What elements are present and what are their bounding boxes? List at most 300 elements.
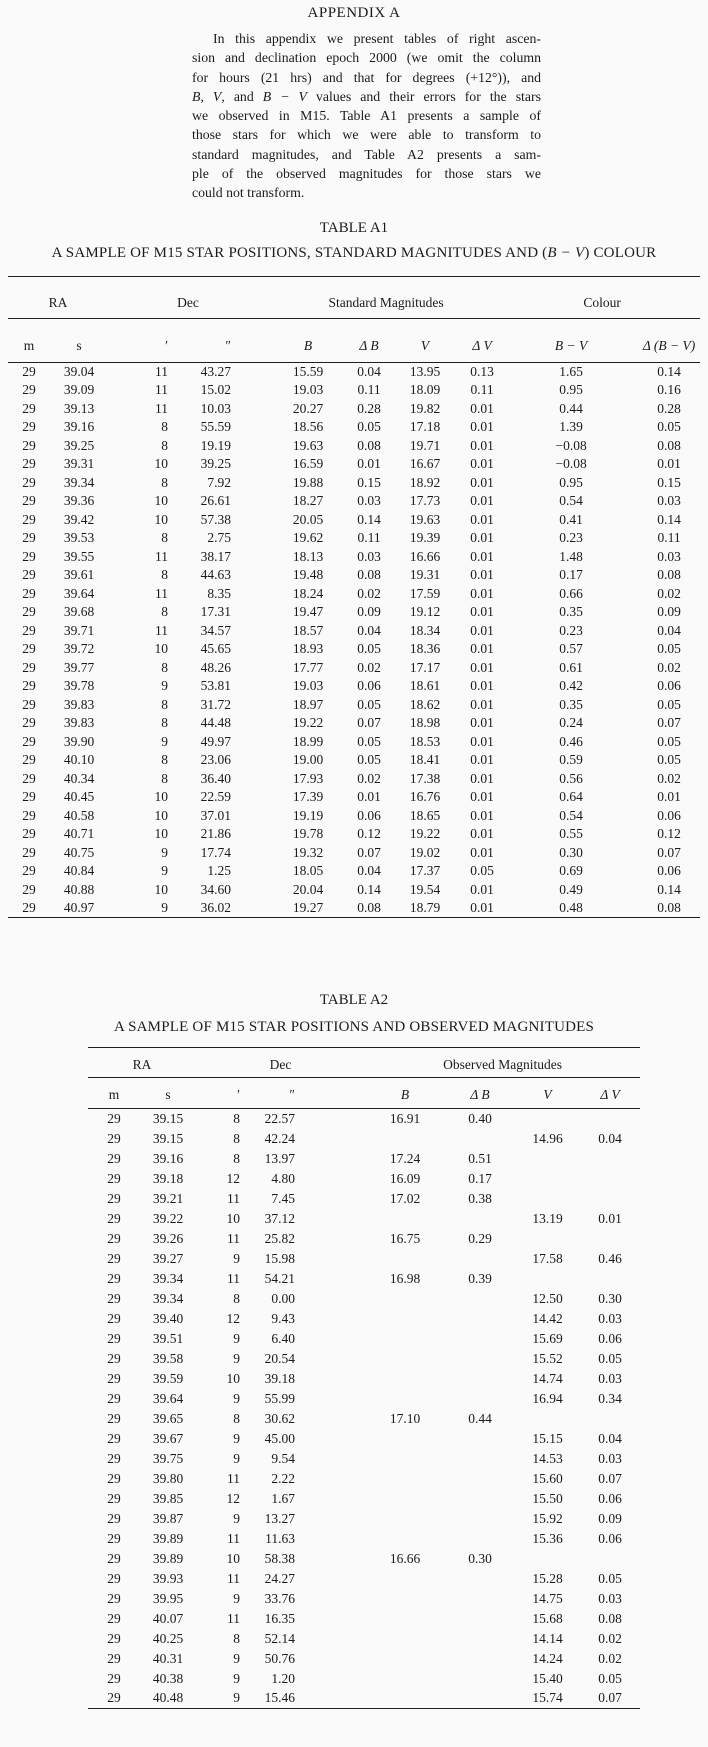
table-cell: 0.54 [559, 807, 583, 823]
table-cell [365, 1309, 445, 1329]
table-cell: 0.02 [657, 585, 681, 601]
table-cell: 1.65 [559, 364, 583, 379]
table-cell [445, 1329, 515, 1349]
table-cell: 17.38 [409, 770, 441, 786]
paragraph-line: sion and declination epoch 2000 (we omit the column [192, 50, 541, 66]
table-cell: 38.17 [200, 548, 232, 564]
table-cell: 16.94 [532, 1390, 563, 1406]
table-cell: 12.50 [532, 1290, 563, 1306]
table-cell: 22.57 [264, 1110, 296, 1126]
table-cell [445, 1529, 515, 1549]
table-cell: 29 [107, 1450, 121, 1466]
table-cell: 55.59 [200, 419, 232, 435]
table-cell: 9 [233, 1390, 241, 1406]
table-row [88, 1309, 640, 1329]
table-cell: 0.14 [657, 881, 681, 897]
table-cell: 17.02 [389, 1190, 421, 1206]
table-cell: 16.35 [264, 1610, 296, 1626]
table-cell: 39.55 [63, 548, 95, 564]
table-cell: 11 [227, 1570, 241, 1586]
column-header: B − V [504, 319, 638, 363]
table-cell: 9.43 [271, 1310, 296, 1326]
table-row [8, 548, 700, 567]
table-cell: 0.09 [657, 604, 681, 620]
appendix-title: APPENDIX A [307, 5, 401, 21]
table-cell: 40.75 [63, 844, 95, 860]
table-cell: 0.05 [470, 863, 494, 879]
table-cell: 29 [22, 900, 36, 915]
table-cell: 18.62 [409, 696, 441, 712]
table-cell: 39.58 [152, 1350, 184, 1366]
table-cell: 17.58 [532, 1250, 563, 1266]
table-cell: 10 [154, 881, 169, 897]
table-cell: 31.72 [200, 696, 232, 712]
table-cell: 45.00 [264, 1430, 296, 1446]
table-cell: 29 [22, 641, 36, 657]
table-cell: 0.01 [470, 641, 494, 657]
table-cell: 0.01 [470, 622, 494, 638]
table-cell: 0.02 [598, 1630, 622, 1646]
table-cell: 17.73 [409, 493, 441, 509]
table-row [88, 1289, 640, 1309]
table-cell: 0.09 [357, 604, 381, 620]
table-cell: 0.01 [470, 733, 494, 749]
table-row [88, 1629, 640, 1649]
table-cell: 10 [154, 807, 169, 823]
table-cell [365, 1289, 445, 1309]
table-cell: 0.69 [559, 863, 583, 879]
table-cell: 13.95 [409, 364, 441, 379]
table-cell [365, 1209, 445, 1229]
table-cell: 29 [22, 789, 36, 805]
table-cell: 15.68 [532, 1610, 563, 1626]
table-row [88, 1169, 640, 1189]
table-cell: 17.10 [389, 1410, 421, 1426]
table-a1-caption-suffix: ) COLOUR [584, 245, 657, 261]
table-cell: 25.82 [264, 1230, 296, 1246]
table-cell: 8 [233, 1150, 241, 1166]
table-cell: 19.00 [292, 752, 324, 768]
table-cell: 39.16 [152, 1150, 184, 1166]
table-cell: 52.14 [264, 1630, 296, 1646]
table-cell: 0.35 [559, 696, 583, 712]
table-cell: 0.07 [657, 844, 681, 860]
table-cell: 40.10 [63, 752, 95, 768]
table-cell: 39.16 [63, 419, 95, 435]
table-row [8, 585, 700, 604]
table-cell: 18.97 [292, 696, 324, 712]
table-cell [365, 1449, 445, 1469]
table-cell: 0.01 [470, 696, 494, 712]
table-cell: 0.01 [357, 456, 381, 472]
table-cell: 29 [22, 474, 36, 490]
table-cell: 0.07 [357, 844, 381, 860]
table-cell: 19.03 [292, 678, 324, 694]
table-cell: 0.01 [470, 548, 494, 564]
table-cell: 0.46 [598, 1250, 622, 1266]
table-row [88, 1269, 640, 1289]
group-header-row [88, 1048, 640, 1078]
group-header: Observed Magnitudes [365, 1048, 640, 1078]
table-cell: 39.90 [63, 733, 95, 749]
table-cell: 0.06 [357, 807, 381, 823]
table-cell: 17.59 [409, 585, 441, 601]
table-cell: 0.02 [357, 770, 381, 786]
table-cell [515, 1229, 580, 1249]
table-cell [365, 1529, 445, 1549]
table-cell: 16.66 [409, 548, 441, 564]
column-header: Δ (B − V) [638, 319, 700, 363]
table-cell [445, 1289, 515, 1309]
table-cell: 29 [107, 1630, 121, 1646]
table-cell [365, 1669, 445, 1689]
table-cell: 17.77 [292, 659, 324, 675]
table-row [88, 1209, 640, 1229]
table-cell: 39.83 [63, 696, 95, 712]
table-cell: 9 [233, 1330, 241, 1346]
table-cell: 0.00 [271, 1290, 296, 1306]
table-cell: 0.29 [468, 1230, 492, 1246]
table-cell: 8 [161, 696, 169, 712]
table-cell: 29 [107, 1470, 121, 1486]
table-cell [445, 1389, 515, 1409]
table-cell: 19.02 [409, 844, 441, 860]
table-cell: 13.27 [264, 1510, 296, 1526]
table-cell: 12 [226, 1310, 241, 1326]
table-cell: 0.42 [559, 678, 583, 694]
table-cell: 10 [226, 1210, 241, 1226]
table-cell: 40.25 [152, 1630, 184, 1646]
table-cell: 29 [22, 863, 36, 879]
table-cell: 29 [22, 807, 36, 823]
paragraph-line: ple of the observed magnitudes for those stars we [192, 166, 541, 182]
table-cell: 0.61 [559, 659, 583, 675]
table-cell: 39.95 [152, 1590, 184, 1606]
column-header: ″ [178, 319, 268, 363]
table-row [88, 1329, 640, 1349]
table-cell [365, 1629, 445, 1649]
table-cell: 19.03 [292, 382, 324, 398]
column-header: m [88, 1078, 140, 1109]
table-cell [365, 1369, 445, 1389]
table-cell: 10.03 [200, 400, 232, 416]
table-cell: 29 [107, 1410, 121, 1426]
table-cell: 0.01 [657, 789, 681, 805]
table-cell: 19.88 [292, 474, 324, 490]
table-cell: 18.79 [409, 900, 441, 915]
table-cell: 39.25 [63, 437, 95, 453]
table-row [8, 511, 700, 530]
table-cell: 48.26 [200, 659, 232, 675]
table-cell: 17.93 [292, 770, 324, 786]
table-cell: 11 [155, 382, 169, 398]
table-cell: 0.07 [357, 715, 381, 731]
table-cell: 54.21 [264, 1270, 296, 1286]
column-header: s [50, 319, 108, 363]
table-cell: 29 [22, 770, 36, 786]
table-cell: 18.05 [292, 863, 324, 879]
table-row [8, 733, 700, 752]
table-cell [515, 1149, 580, 1169]
table-cell: 37.01 [200, 807, 232, 823]
table-cell: 19.22 [409, 826, 441, 842]
table-row [88, 1429, 640, 1449]
table-cell: 0.14 [357, 881, 381, 897]
table-cell: 10 [154, 493, 169, 509]
table-cell: 0.08 [357, 567, 381, 583]
table-cell: 11 [227, 1530, 241, 1546]
paragraph-line: In this appendix we present tables of right ascen- [213, 31, 541, 46]
table-cell: 18.34 [409, 622, 441, 638]
table-cell: 0.03 [598, 1310, 622, 1326]
table-cell: 29 [107, 1590, 121, 1606]
table-cell: 17.18 [409, 419, 441, 435]
table-cell: 40.38 [152, 1670, 184, 1686]
table-cell: 58.38 [264, 1550, 296, 1566]
table-row [88, 1389, 640, 1409]
table-cell: 0.03 [357, 548, 381, 564]
table-cell: 39.34 [152, 1270, 184, 1286]
table-row [8, 603, 700, 622]
table-cell: 0.54 [559, 493, 583, 509]
table-cell: 15.92 [532, 1510, 563, 1526]
table-cell: 29 [22, 844, 36, 860]
table-cell: 45.65 [200, 641, 232, 657]
table-cell: 8 [161, 715, 169, 731]
table-cell: 39.67 [152, 1430, 184, 1446]
table-cell: 0.08 [357, 437, 381, 453]
table-cell: 0.09 [598, 1510, 622, 1526]
table-cell: 0.16 [657, 382, 681, 398]
table-cell: 36.40 [200, 770, 232, 786]
table-cell: 12 [226, 1170, 241, 1186]
table-cell: 0.01 [470, 900, 494, 915]
table-cell: 9 [233, 1690, 241, 1706]
table-cell: 0.11 [357, 382, 381, 398]
table-cell: 53.81 [200, 678, 232, 694]
table-cell [445, 1129, 515, 1149]
table-cell: 39.42 [63, 511, 95, 527]
table-cell: 29 [22, 585, 36, 601]
table-cell: 0.17 [468, 1170, 492, 1186]
table-cell: 15.52 [532, 1350, 563, 1366]
column-header: Δ V [460, 319, 504, 363]
table-cell: 10 [154, 456, 169, 472]
table-cell: 14.14 [532, 1630, 563, 1646]
table-cell: 19.19 [200, 437, 232, 453]
table-row [88, 1489, 640, 1509]
table-cell: 29 [22, 419, 36, 435]
table-cell: 0.30 [598, 1290, 622, 1306]
table-cell: 39.87 [152, 1510, 184, 1526]
table-cell: 29 [107, 1610, 121, 1626]
table-cell: 39.75 [152, 1450, 184, 1466]
table-cell: 0.01 [470, 752, 494, 768]
table-cell: 0.04 [598, 1430, 622, 1446]
table-cell: 39.09 [63, 382, 95, 398]
table-cell: 0.04 [357, 863, 381, 879]
table-cell: 0.03 [598, 1450, 622, 1466]
table-cell: 0.55 [559, 826, 583, 842]
table-cell: 19.31 [409, 567, 441, 583]
table-cell [580, 1229, 640, 1249]
table-cell: 39.25 [200, 456, 232, 472]
table-cell: 0.44 [559, 400, 583, 416]
table-row [88, 1669, 640, 1689]
column-header: ′ [108, 319, 178, 363]
table-row [8, 714, 700, 733]
table-cell [580, 1269, 640, 1289]
table-cell: 16.66 [389, 1550, 421, 1566]
table-cell: 39.40 [152, 1310, 184, 1326]
table-cell: 29 [107, 1550, 121, 1566]
table-cell: 10 [154, 789, 169, 805]
table-cell [445, 1309, 515, 1329]
table-cell: 0.14 [357, 511, 381, 527]
table-cell: 29 [22, 696, 36, 712]
table-cell: 55.99 [264, 1390, 296, 1406]
table-cell [365, 1129, 445, 1149]
table-cell: 0.95 [559, 474, 583, 490]
table-cell: 0.01 [470, 456, 494, 472]
table-cell: 39.61 [63, 567, 95, 583]
table-cell: 18.93 [292, 641, 324, 657]
table-cell: 39.64 [152, 1390, 184, 1406]
table-cell: 9 [233, 1650, 241, 1666]
table-cell: 0.05 [357, 419, 381, 435]
table-row [8, 696, 700, 715]
table-cell: 40.48 [152, 1690, 184, 1706]
table-cell: 15.69 [532, 1330, 563, 1346]
table-cell: 0.06 [598, 1490, 622, 1506]
table-cell: 39.85 [152, 1490, 184, 1506]
table-cell: 29 [22, 493, 36, 509]
table-cell: 0.01 [470, 844, 494, 860]
table-cell [445, 1349, 515, 1369]
table-cell: 0.17 [559, 567, 583, 583]
table-cell: 18.53 [409, 733, 441, 749]
table-cell: 8 [161, 567, 169, 583]
table-cell: 14.53 [532, 1450, 563, 1466]
table-cell: 11 [227, 1190, 241, 1206]
table-cell: 11 [227, 1610, 241, 1626]
table-cell: 29 [107, 1250, 121, 1266]
table-cell: 29 [107, 1670, 121, 1686]
table-cell: 0.51 [468, 1150, 492, 1166]
table-cell: 0.15 [357, 474, 381, 490]
table-cell [365, 1649, 445, 1669]
table-cell: 14.75 [532, 1590, 563, 1606]
table-cell: 18.99 [292, 733, 324, 749]
table-cell [365, 1389, 445, 1409]
table-cell: 0.08 [598, 1610, 622, 1626]
table-cell: 17.39 [292, 789, 324, 805]
table-cell: 29 [107, 1530, 121, 1546]
table-cell: 39.64 [63, 585, 95, 601]
table-cell [365, 1429, 445, 1449]
group-header: Dec [108, 277, 268, 319]
group-header-row [8, 277, 700, 319]
table-cell: 0.23 [559, 530, 583, 546]
table-cell [445, 1589, 515, 1609]
table-row [8, 474, 700, 493]
table-cell: 0.05 [598, 1570, 622, 1586]
table-row [88, 1569, 640, 1589]
table-cell: 15.74 [532, 1690, 563, 1706]
column-header-row [8, 319, 700, 363]
table-cell [365, 1509, 445, 1529]
table-cell: 8 [233, 1110, 241, 1126]
table-cell: 0.01 [470, 678, 494, 694]
table-cell: 39.71 [63, 622, 95, 638]
table-cell: 0.12 [357, 826, 381, 842]
table-cell: 8 [161, 770, 169, 786]
table-row [88, 1229, 640, 1249]
table-cell: 0.11 [357, 530, 381, 546]
table-a2-title: TABLE A2 [319, 992, 389, 1008]
table-a1-title: TABLE A1 [319, 220, 389, 236]
table-cell: 0.06 [657, 863, 681, 879]
table-cell: 39.18 [152, 1170, 184, 1186]
table-cell: 39.83 [63, 715, 95, 731]
table-cell: 8 [233, 1630, 241, 1646]
table-cell: 0.64 [559, 789, 583, 805]
table-cell: 0.01 [470, 400, 494, 416]
table-cell: 8 [161, 752, 169, 768]
table-row [88, 1469, 640, 1489]
table-cell: 29 [22, 456, 36, 472]
table-cell: 39.34 [152, 1290, 184, 1306]
table-a1-header [8, 277, 700, 363]
table-a1 [8, 276, 700, 918]
table-cell: 11.63 [265, 1530, 296, 1546]
table-cell: 22.59 [200, 789, 232, 805]
table-row [8, 677, 700, 696]
group-header: Dec [196, 1048, 365, 1078]
table-cell [445, 1669, 515, 1689]
table-cell: 39.15 [152, 1130, 184, 1146]
table-cell: 11 [227, 1270, 241, 1286]
table-cell: 29 [107, 1690, 121, 1706]
table-cell: 19.12 [409, 604, 441, 620]
table-cell: 19.32 [292, 844, 324, 860]
table-cell: 19.63 [292, 437, 324, 453]
table-cell: 15.46 [264, 1690, 296, 1706]
table-cell: 0.05 [598, 1670, 622, 1686]
table-cell: 29 [107, 1130, 121, 1146]
table-cell: 0.66 [559, 585, 583, 601]
table-cell: 43.27 [200, 364, 232, 379]
table-row [88, 1409, 640, 1429]
table-cell [445, 1689, 515, 1709]
table-cell: 34.57 [200, 622, 232, 638]
table-cell: 39.59 [152, 1370, 184, 1386]
table-cell [515, 1169, 580, 1189]
table-cell: 1.39 [559, 419, 583, 435]
table-cell: 0.02 [657, 659, 681, 675]
table-cell: 39.77 [63, 659, 95, 675]
table-a1-caption-prefix: A SAMPLE OF M15 STAR POSITIONS, STANDARD MAGNITUDES AND ( [51, 245, 548, 261]
table-cell: 18.24 [292, 585, 324, 601]
table-a2-caption [0, 1019, 708, 1036]
column-header: B [365, 1078, 445, 1109]
table-cell: 0.49 [559, 881, 583, 897]
table-cell: 8.35 [207, 585, 232, 601]
column-header-row [88, 1078, 640, 1109]
table-cell: 0.01 [470, 530, 494, 546]
table-cell: 15.28 [532, 1570, 563, 1586]
table-cell: 0.07 [657, 715, 681, 731]
